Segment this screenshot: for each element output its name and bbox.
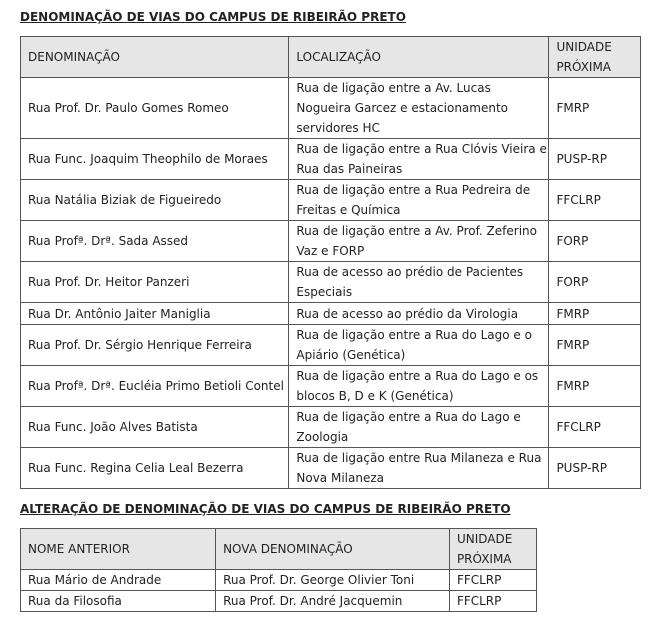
street-unit: FORP — [549, 221, 641, 262]
street-name: Rua Func. Regina Celia Leal Bezerra — [21, 448, 289, 489]
street-unit: PUSP-RP — [549, 139, 641, 180]
table-row — [21, 221, 641, 262]
street-location: Rua de ligação entre a Rua do Lago e o Apiário (Genética) — [289, 325, 549, 366]
street-unit: FFCLRP — [549, 180, 641, 221]
street-unit: FMRP — [549, 303, 641, 325]
streets-table — [20, 36, 641, 489]
table-row — [21, 366, 641, 407]
header-nova-denominacao: NOVA DENOMINAÇÃO — [216, 529, 450, 570]
street-name: Rua Prof. Dr. Sérgio Henrique Ferreira — [21, 325, 289, 366]
table-header-row — [21, 529, 537, 570]
street-name: Rua Prof. Dr. Heitor Panzeri — [21, 262, 289, 303]
old-name: Rua da Filosofia — [21, 591, 216, 612]
street-location: Rua de ligação entre a Rua Clóvis Vieira e Rua das Paineiras — [289, 139, 549, 180]
street-unit: FMRP — [549, 325, 641, 366]
table-row — [21, 407, 641, 448]
header-nome-anterior: NOME ANTERIOR — [21, 529, 216, 570]
table-row — [21, 78, 641, 139]
table-row — [21, 448, 641, 489]
header-denominacao: DENOMINAÇÃO — [21, 37, 289, 78]
section-title-alteracao: ALTERAÇÃO DE DENOMINAÇÃO DE VIAS DO CAMPUS DE RIBEIRÃO PRETO — [20, 502, 511, 516]
table-header-row — [21, 37, 641, 78]
table-row — [21, 262, 641, 303]
table-row — [21, 139, 641, 180]
table-row — [21, 591, 537, 612]
street-name: Rua Func. Joaquim Theophilo de Moraes — [21, 139, 289, 180]
street-name: Rua Natália Biziak de Figueiredo — [21, 180, 289, 221]
street-location: Rua de acesso ao prédio da Virologia — [289, 303, 549, 325]
header-unidade-proxima: UNIDADE PRÓXIMA — [449, 529, 536, 570]
old-name: Rua Mário de Andrade — [21, 570, 216, 591]
street-location: Rua de ligação entre Rua Milaneza e Rua Nova Milaneza — [289, 448, 549, 489]
table-row — [21, 180, 641, 221]
street-location: Rua de ligação entre a Rua do Lago e os blocos B, D e K (Genética) — [289, 366, 549, 407]
street-name: Rua Func. João Alves Batista — [21, 407, 289, 448]
street-location: Rua de ligação entre a Rua Pedreira de Freitas e Química — [289, 180, 549, 221]
street-unit: FFCLRP — [449, 591, 536, 612]
street-name: Rua Prof. Dr. Paulo Gomes Romeo — [21, 78, 289, 139]
street-unit: FMRP — [549, 78, 641, 139]
renamed-streets-table — [20, 528, 537, 612]
street-location: Rua de ligação entre a Av. Lucas Nogueira Garcez e estacionamento servidores HC — [289, 78, 549, 139]
street-location: Rua de ligação entre a Rua do Lago e Zoologia — [289, 407, 549, 448]
header-localizacao: LOCALIZAÇÃO — [289, 37, 549, 78]
street-unit: FFCLRP — [449, 570, 536, 591]
street-unit: PUSP-RP — [549, 448, 641, 489]
street-name: Rua Profª. Drª. Eucléia Primo Betioli Contel — [21, 366, 289, 407]
street-name: Rua Profª. Drª. Sada Assed — [21, 221, 289, 262]
header-unidade-proxima: UNIDADE PRÓXIMA — [549, 37, 641, 78]
table-row — [21, 325, 641, 366]
street-unit: FORP — [549, 262, 641, 303]
new-name: Rua Prof. Dr. André Jacquemin — [216, 591, 450, 612]
street-name: Rua Dr. Antônio Jaiter Maniglia — [21, 303, 289, 325]
street-location: Rua de ligação entre a Av. Prof. Zeferino Vaz e FORP — [289, 221, 549, 262]
new-name: Rua Prof. Dr. George Olivier Toni — [216, 570, 450, 591]
section-title-denominacao: DENOMINAÇÃO DE VIAS DO CAMPUS DE RIBEIRÃO PRETO — [20, 10, 406, 24]
table-row — [21, 570, 537, 591]
street-location: Rua de acesso ao prédio de Pacientes Especiais — [289, 262, 549, 303]
table-row — [21, 303, 641, 325]
street-unit: FFCLRP — [549, 407, 641, 448]
street-unit: FMRP — [549, 366, 641, 407]
